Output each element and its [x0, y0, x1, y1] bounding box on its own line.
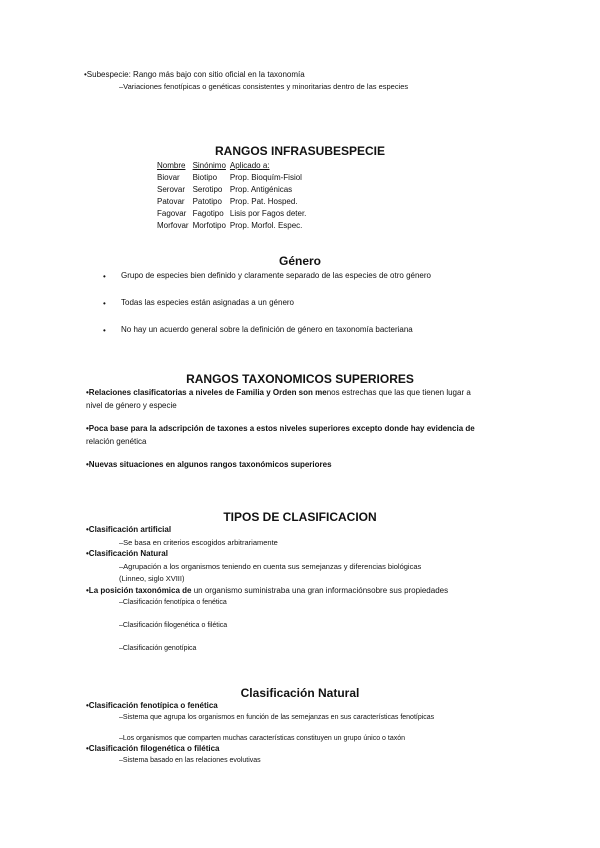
superiores-p1-rest: nos estrechas que las que tienen lugar a [326, 388, 471, 397]
cell: Fagotipo [192, 209, 224, 218]
cell: Patotipo [192, 197, 222, 206]
tipos-item-filetica: –Clasificación filogenética o filética [119, 622, 228, 629]
tipos-posicion-rest: un organismo suministraba una gran informaciónsobre sus propiedades [193, 586, 449, 595]
tipos-natural-sub1: –Agrupación a los organismos teniendo en cuenta sus semejanzas y diferencias biológicas [119, 562, 422, 571]
cell: Prop. Pat. Hosped. [229, 197, 298, 206]
tipos-natural: •Clasificación Natural [86, 549, 168, 558]
superiores-p2: •Poca base para la adscripción de taxones a estos niveles superiores excepto donde hay evidencia de [86, 424, 475, 433]
cell: Patovar [157, 197, 185, 206]
subespecie-detail: –Variaciones fenotípicas o genéticas consistentes y minoritarias dentro de las especies [119, 82, 409, 91]
tipos-posicion-bold: •La posición taxonómica de [86, 586, 192, 595]
tipos-item-genotipica: –Clasificación genotípica [119, 645, 197, 652]
genero-bullet-1: Grupo de especies bien definido y claramente separado de las especies de otro género [121, 271, 431, 280]
superiores-title: RANGOS TAXONOMICOS SUPERIORES [186, 372, 414, 386]
cell: Morfovar [157, 221, 189, 230]
bullet-icon: • [103, 272, 106, 281]
genero-title: Género [278, 254, 321, 268]
table-row [157, 221, 310, 233]
tipos-item-fenetica: –Clasificación fenotípica o fenética [119, 599, 227, 606]
cell: Lisis por Fagos deter. [229, 209, 307, 218]
genero-bullet-2: Todas las especies están asignadas a un género [121, 298, 295, 307]
cell: Prop. Bioquím-Fisiol [229, 173, 302, 182]
tipos-artificial-sub: –Se basa en criterios escogidos arbitrariamente [119, 538, 278, 547]
cell: Morfotipo [192, 221, 226, 230]
cell: Serotipo [192, 185, 223, 194]
header-nombre: Nombre [157, 161, 186, 170]
natural-fenetica-sub1: –Sistema que agrupa los organismos en función de las semejanzas en sus características fenotípicas [119, 714, 435, 721]
subespecie-line: •Subespecie: Rango más bajo con sitio oficial en la taxonomía [84, 70, 305, 79]
genero-bullet-3: No hay un acuerdo general sobre la definición de género en taxonomía bacteriana [121, 325, 413, 334]
superiores-p1-line2: nivel de género y especie [86, 401, 177, 410]
tipos-title: TIPOS DE CLASIFICACION [223, 510, 377, 524]
cell: Fagovar [157, 209, 187, 218]
natural-filetica-sub: –Sistema basado en las relaciones evolutivas [119, 757, 261, 764]
cell: Biovar [157, 173, 180, 182]
infra-header-row [157, 161, 310, 173]
table-row [157, 185, 310, 197]
infra-title: RANGOS INFRASUBESPECIE [214, 144, 386, 158]
infra-table [157, 161, 310, 233]
table-row [157, 197, 310, 209]
header-sinonimo: Sinónimo [192, 161, 226, 170]
superiores-p1 [86, 389, 471, 397]
superiores-p2-line2: relación genética [86, 437, 147, 446]
natural-title: Clasificación Natural [240, 686, 360, 700]
cell: Prop. Antigénicas [229, 185, 293, 194]
bullet-icon: • [103, 299, 106, 308]
natural-fenetica-sub2: –Los organismos que comparten muchas características constituyen un grupo único o taxón [119, 735, 405, 742]
header-aplicado: Aplicado a: [229, 161, 270, 170]
natural-filetica: •Clasificación filogenética o filética [86, 744, 220, 753]
table-row [157, 209, 310, 221]
natural-fenetica: •Clasificación fenotípica o fenética [86, 701, 218, 710]
superiores-p3: •Nuevas situaciones en algunos rangos taxonómicos superiores [86, 460, 332, 469]
tipos-natural-sub2: (Linneo, siglo XVIII) [119, 574, 185, 583]
tipos-artificial: •Clasificación artificial [86, 525, 172, 534]
bullet-icon: • [103, 326, 106, 335]
cell: Serovar [157, 185, 186, 194]
superiores-p1-bold: •Relaciones clasificatorias a niveles de Familia y Orden son me [86, 388, 327, 397]
cell: Biotipo [192, 173, 218, 182]
cell: Prop. Morfol. Espec. [229, 221, 303, 230]
table-row [157, 173, 310, 185]
tipos-posicion [86, 587, 448, 595]
